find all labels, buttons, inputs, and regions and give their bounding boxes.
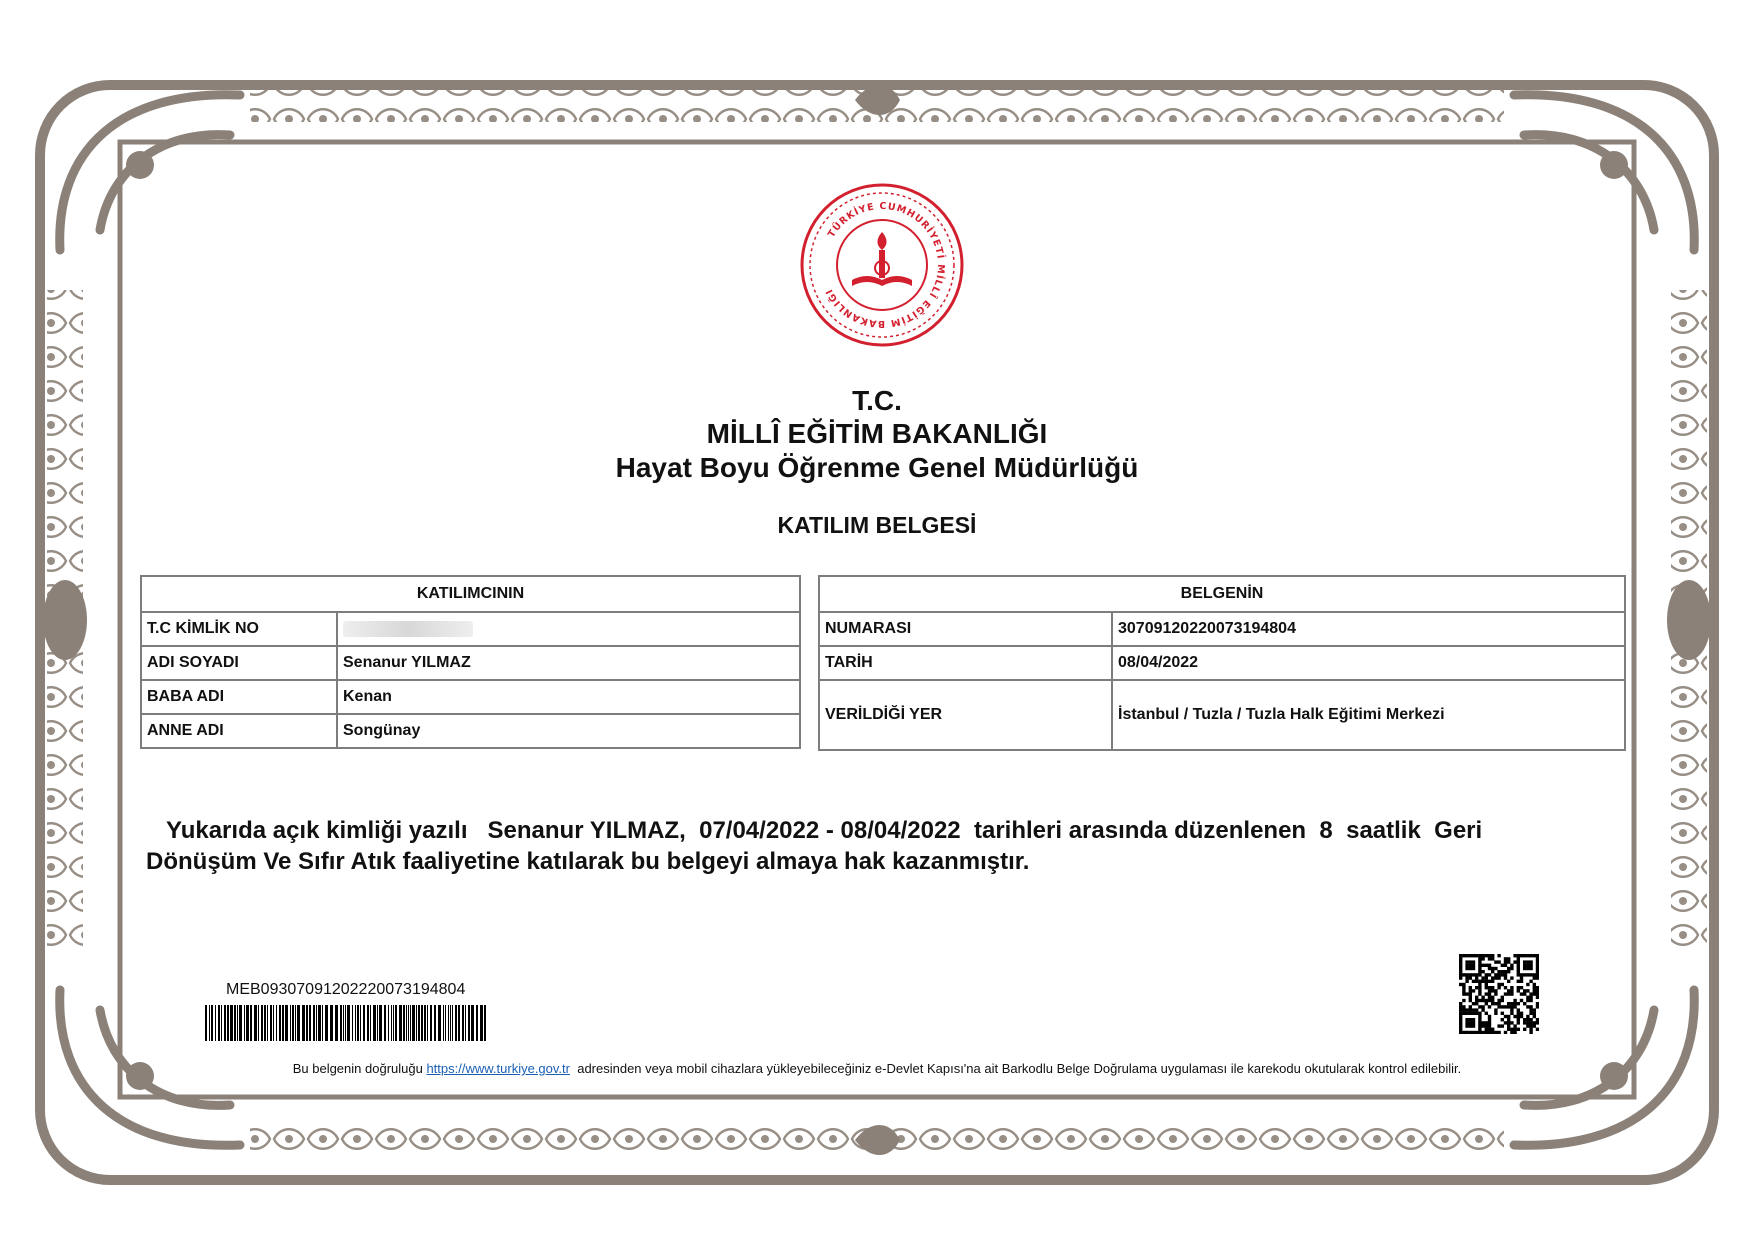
document-title: KATILIM BELGESİ [777, 512, 977, 538]
participant-table [140, 575, 801, 749]
tc-id-value [337, 612, 800, 646]
ministry-emblem-icon [852, 232, 912, 286]
verification-text-after: adresinden veya mobil cihazlara yükleyebileceğiniz e-Devlet Kapısı'na ait Barkodlu Belge Doğrulama uygulaması ile karekodu okutularak kontrol edilebilir. [569, 1061, 1462, 1076]
verification-text-before: Bu belgenin doğruluğu [292, 1061, 427, 1076]
row-label: NUMARASI [819, 612, 1112, 646]
barcode-icon [205, 1005, 490, 1041]
qr-code-icon [1459, 954, 1539, 1034]
table-row [141, 646, 800, 680]
heading-ministry: MİLLÎ EĞİTİM BAKANLIĞI [706, 418, 1048, 449]
turkiye-gov-link[interactable]: https://www.turkiye.gov.tr [426, 1061, 570, 1076]
certificate-date-value: 08/04/2022 [1112, 646, 1625, 680]
table-row [141, 714, 800, 748]
heading-tc: T.C. [852, 385, 902, 416]
father-name-value: Kenan [337, 680, 800, 714]
seal-text: TÜRKİYE CUMHURİYETİ MİLLÎ EĞİTİM BAKANLIĞI [823, 200, 947, 330]
row-label: VERİLDİĞİ YER [819, 680, 1112, 750]
table-row [819, 646, 1625, 680]
table-row [819, 680, 1625, 750]
table-row [141, 680, 800, 714]
certificate-table-header: BELGENİN [819, 576, 1625, 612]
row-label: TARİH [819, 646, 1112, 680]
heading-directorate: Hayat Boyu Öğrenme Genel Müdürlüğü [615, 452, 1139, 483]
issue-place-value: İstanbul / Tuzla / Tuzla Halk Eğitimi Merkezi [1112, 680, 1625, 750]
masked-id [343, 621, 473, 637]
mother-name-value: Songünay [337, 714, 800, 748]
ministry-seal [797, 180, 967, 350]
certificate-number-value: 30709120220073194804 [1112, 612, 1625, 646]
name-value: Senanur YILMAZ [337, 646, 800, 680]
row-label: BABA ADI [141, 680, 337, 714]
certificate-table [818, 575, 1626, 751]
table-row [819, 612, 1625, 646]
certificate-statement: Yukarıda açık kimliği yazılı Senanur YILMAZ, 07/04/2022 - 08/04/2022 tarihleri arasında düzenlenen 8 saatlik Geri Dönüşüm Ve Sıfır Atık faaliyetine katılarak bu belgeyi almaya hak kazanmıştır. [146, 817, 1489, 875]
barcode-number: MEB09307091202220073194804 [226, 981, 466, 998]
row-label: ADI SOYADI [141, 646, 337, 680]
row-label: T.C KİMLİK NO [141, 612, 337, 646]
table-row [141, 612, 800, 646]
row-label: ANNE ADI [141, 714, 337, 748]
verification-note [0, 1061, 1754, 1076]
participant-table-header: KATILIMCININ [141, 576, 800, 612]
